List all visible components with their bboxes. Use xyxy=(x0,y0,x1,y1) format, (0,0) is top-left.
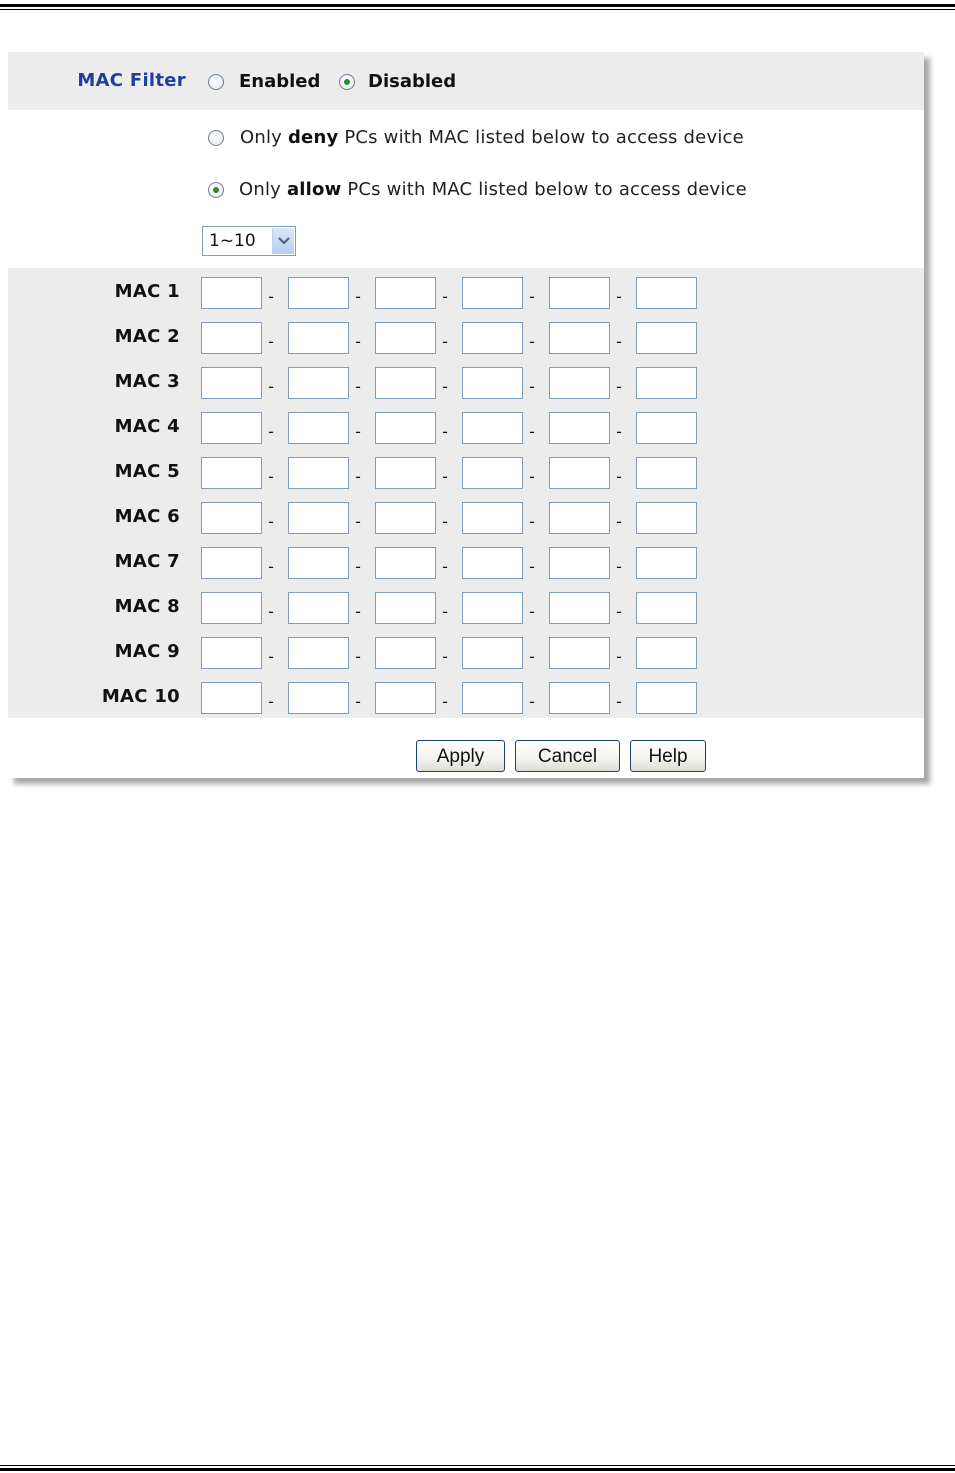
mac-octet-field[interactable] xyxy=(375,322,436,354)
mac-entry-label: MAC 5 xyxy=(114,461,180,482)
mac-octet-field[interactable] xyxy=(636,367,697,399)
mac-entry-row xyxy=(8,274,924,319)
policy-deny-prefix: Only xyxy=(240,127,288,148)
cancel-button[interactable]: Cancel xyxy=(515,740,620,772)
mac-octet-field[interactable] xyxy=(288,592,349,624)
mac-octet-field[interactable] xyxy=(549,592,610,624)
policy-allow-suffix: PCs with MAC listed below to access device xyxy=(341,179,747,200)
policy-allow-radio[interactable] xyxy=(208,182,224,198)
mac-octet-field[interactable] xyxy=(549,637,610,669)
mac-octet-field[interactable] xyxy=(375,502,436,534)
mac-octet-separator: - xyxy=(616,287,622,306)
mac-octet-separator: - xyxy=(529,647,535,666)
mac-octet-field[interactable] xyxy=(549,412,610,444)
mac-octet-field[interactable] xyxy=(375,412,436,444)
mac-entry-row xyxy=(8,589,924,634)
mac-octet-field[interactable] xyxy=(288,502,349,534)
mac-entry-row xyxy=(8,499,924,544)
mac-octet-separator: - xyxy=(529,602,535,621)
mac-octet-separator: - xyxy=(616,602,622,621)
mac-octet-field[interactable] xyxy=(462,592,523,624)
apply-button[interactable]: Apply xyxy=(416,740,505,772)
mac-octet-separator: - xyxy=(355,332,361,351)
mac-octet-separator: - xyxy=(355,512,361,531)
mac-octet-separator: - xyxy=(616,422,622,441)
mac-octet-separator: - xyxy=(529,467,535,486)
mac-octet-field[interactable] xyxy=(201,682,262,714)
mac-octet-field[interactable] xyxy=(636,412,697,444)
mac-range-select[interactable] xyxy=(202,226,296,256)
mac-octet-separator: - xyxy=(268,422,274,441)
mac-entry-label: MAC 10 xyxy=(101,686,180,707)
mac-entry-label: MAC 7 xyxy=(114,551,180,572)
mac-octet-separator: - xyxy=(616,512,622,531)
mac-octet-field[interactable] xyxy=(288,277,349,309)
mac-octet-field[interactable] xyxy=(201,637,262,669)
mac-octet-field[interactable] xyxy=(288,367,349,399)
mac-octet-field[interactable] xyxy=(462,277,523,309)
mac-filter-enabled-radio[interactable] xyxy=(208,74,224,90)
mac-entry-row xyxy=(8,454,924,499)
mac-octet-separator: - xyxy=(268,512,274,531)
mac-octet-field[interactable] xyxy=(636,457,697,489)
mac-octet-field[interactable] xyxy=(636,637,697,669)
mac-entry-label: MAC 4 xyxy=(114,416,180,437)
chevron-down-icon[interactable] xyxy=(272,228,294,254)
mac-octet-field[interactable] xyxy=(549,277,610,309)
mac-octet-field[interactable] xyxy=(636,682,697,714)
mac-octet-field[interactable] xyxy=(201,502,262,534)
mac-octet-field[interactable] xyxy=(462,412,523,444)
mac-octet-field[interactable] xyxy=(288,322,349,354)
mac-octet-field[interactable] xyxy=(288,682,349,714)
mac-octet-separator: - xyxy=(442,467,448,486)
mac-octet-separator: - xyxy=(442,287,448,306)
mac-octet-field[interactable] xyxy=(288,637,349,669)
mac-octet-separator: - xyxy=(529,512,535,531)
mac-octet-field[interactable] xyxy=(549,502,610,534)
mac-entry-label: MAC 3 xyxy=(114,371,180,392)
mac-octet-field[interactable] xyxy=(375,637,436,669)
mac-octet-separator: - xyxy=(529,377,535,396)
mac-octet-separator: - xyxy=(268,602,274,621)
mac-octet-separator: - xyxy=(442,332,448,351)
mac-filter-enabled-label[interactable]: Enabled xyxy=(239,71,321,92)
mac-octet-separator: - xyxy=(529,287,535,306)
mac-octet-separator: - xyxy=(268,647,274,666)
mac-octet-field[interactable] xyxy=(375,457,436,489)
mac-octet-field[interactable] xyxy=(288,457,349,489)
mac-octet-separator: - xyxy=(616,647,622,666)
mac-octet-field[interactable] xyxy=(462,682,523,714)
help-button[interactable]: Help xyxy=(630,740,706,772)
mac-octet-field[interactable] xyxy=(201,322,262,354)
mac-octet-field[interactable] xyxy=(636,592,697,624)
mac-octet-separator: - xyxy=(616,692,622,711)
mac-entry-label: MAC 8 xyxy=(114,596,180,617)
mac-octet-field[interactable] xyxy=(462,637,523,669)
mac-range-value: 1~10 xyxy=(209,231,256,251)
mac-octet-field[interactable] xyxy=(201,277,262,309)
mac-octet-field[interactable] xyxy=(549,367,610,399)
mac-octet-separator: - xyxy=(355,692,361,711)
mac-octet-field[interactable] xyxy=(636,547,697,579)
mac-octet-separator: - xyxy=(616,332,622,351)
mac-octet-field[interactable] xyxy=(636,322,697,354)
mac-octet-separator: - xyxy=(442,557,448,576)
mac-octet-field[interactable] xyxy=(462,547,523,579)
policy-deny-keyword: deny xyxy=(287,127,339,148)
mac-octet-separator: - xyxy=(529,692,535,711)
policy-deny-label[interactable] xyxy=(240,127,744,148)
mac-octet-field[interactable] xyxy=(462,322,523,354)
mac-entry-row xyxy=(8,634,924,679)
mac-filter-label: MAC Filter xyxy=(77,70,186,91)
policy-allow-prefix: Only xyxy=(239,179,287,200)
mac-entry-row xyxy=(8,679,924,724)
mac-octet-separator: - xyxy=(355,422,361,441)
mac-octet-field[interactable] xyxy=(201,457,262,489)
mac-filter-disabled-radio[interactable] xyxy=(339,74,355,90)
mac-octet-field[interactable] xyxy=(636,277,697,309)
mac-entry-row xyxy=(8,544,924,589)
footer-rule-thin xyxy=(0,1465,955,1466)
policy-deny-suffix: PCs with MAC listed below to access device xyxy=(338,127,744,148)
mac-octet-separator: - xyxy=(268,377,274,396)
mac-entry-label: MAC 2 xyxy=(114,326,180,347)
mac-octet-field[interactable] xyxy=(462,457,523,489)
mac-octet-field[interactable] xyxy=(549,682,610,714)
policy-allow-keyword: allow xyxy=(286,179,342,200)
mac-octet-separator: - xyxy=(355,467,361,486)
policy-allow-label[interactable] xyxy=(239,179,747,200)
mac-octet-field[interactable] xyxy=(201,547,262,579)
mac-entry-row xyxy=(8,319,924,364)
mac-octet-field[interactable] xyxy=(201,412,262,444)
mac-octet-separator: - xyxy=(616,377,622,396)
mac-octet-separator: - xyxy=(529,332,535,351)
mac-octet-separator: - xyxy=(442,647,448,666)
mac-octet-separator: - xyxy=(355,557,361,576)
mac-entry-label: MAC 9 xyxy=(114,641,180,662)
mac-octet-separator: - xyxy=(442,602,448,621)
mac-octet-field[interactable] xyxy=(375,367,436,399)
mac-octet-field[interactable] xyxy=(288,547,349,579)
mac-octet-separator: - xyxy=(268,332,274,351)
mac-octet-field[interactable] xyxy=(549,322,610,354)
mac-octet-separator: - xyxy=(355,647,361,666)
footer-rule-thick xyxy=(0,1468,955,1471)
mac-octet-separator: - xyxy=(529,557,535,576)
mac-octet-separator: - xyxy=(442,422,448,441)
policy-deny-radio[interactable] xyxy=(208,130,224,146)
mac-octet-field[interactable] xyxy=(636,502,697,534)
mac-octet-field[interactable] xyxy=(375,682,436,714)
mac-filter-disabled-label[interactable]: Disabled xyxy=(368,71,457,92)
mac-octet-separator: - xyxy=(355,287,361,306)
header-rule-thin xyxy=(0,9,955,10)
mac-octet-field[interactable] xyxy=(549,457,610,489)
header-rule-thick xyxy=(0,4,955,7)
mac-octet-field[interactable] xyxy=(375,592,436,624)
mac-entry-row xyxy=(8,409,924,454)
mac-octet-field[interactable] xyxy=(462,502,523,534)
mac-octet-field[interactable] xyxy=(201,592,262,624)
mac-octet-field[interactable] xyxy=(288,412,349,444)
mac-octet-field[interactable] xyxy=(549,547,610,579)
mac-octet-separator: - xyxy=(268,692,274,711)
mac-octet-separator: - xyxy=(268,287,274,306)
mac-octet-separator: - xyxy=(442,692,448,711)
mac-entry-label: MAC 1 xyxy=(114,281,180,302)
mac-entry-row xyxy=(8,364,924,409)
mac-octet-separator: - xyxy=(616,467,622,486)
mac-octet-separator: - xyxy=(355,377,361,396)
mac-entry-label: MAC 6 xyxy=(114,506,180,527)
mac-octet-separator: - xyxy=(268,467,274,486)
mac-octet-separator: - xyxy=(442,377,448,396)
mac-octet-separator: - xyxy=(616,557,622,576)
mac-octet-field[interactable] xyxy=(462,367,523,399)
mac-octet-separator: - xyxy=(529,422,535,441)
mac-octet-field[interactable] xyxy=(375,547,436,579)
mac-filter-panel xyxy=(8,52,924,778)
mac-octet-field[interactable] xyxy=(375,277,436,309)
mac-octet-separator: - xyxy=(268,557,274,576)
mac-octet-field[interactable] xyxy=(201,367,262,399)
mac-octet-separator: - xyxy=(355,602,361,621)
mac-octet-separator: - xyxy=(442,512,448,531)
